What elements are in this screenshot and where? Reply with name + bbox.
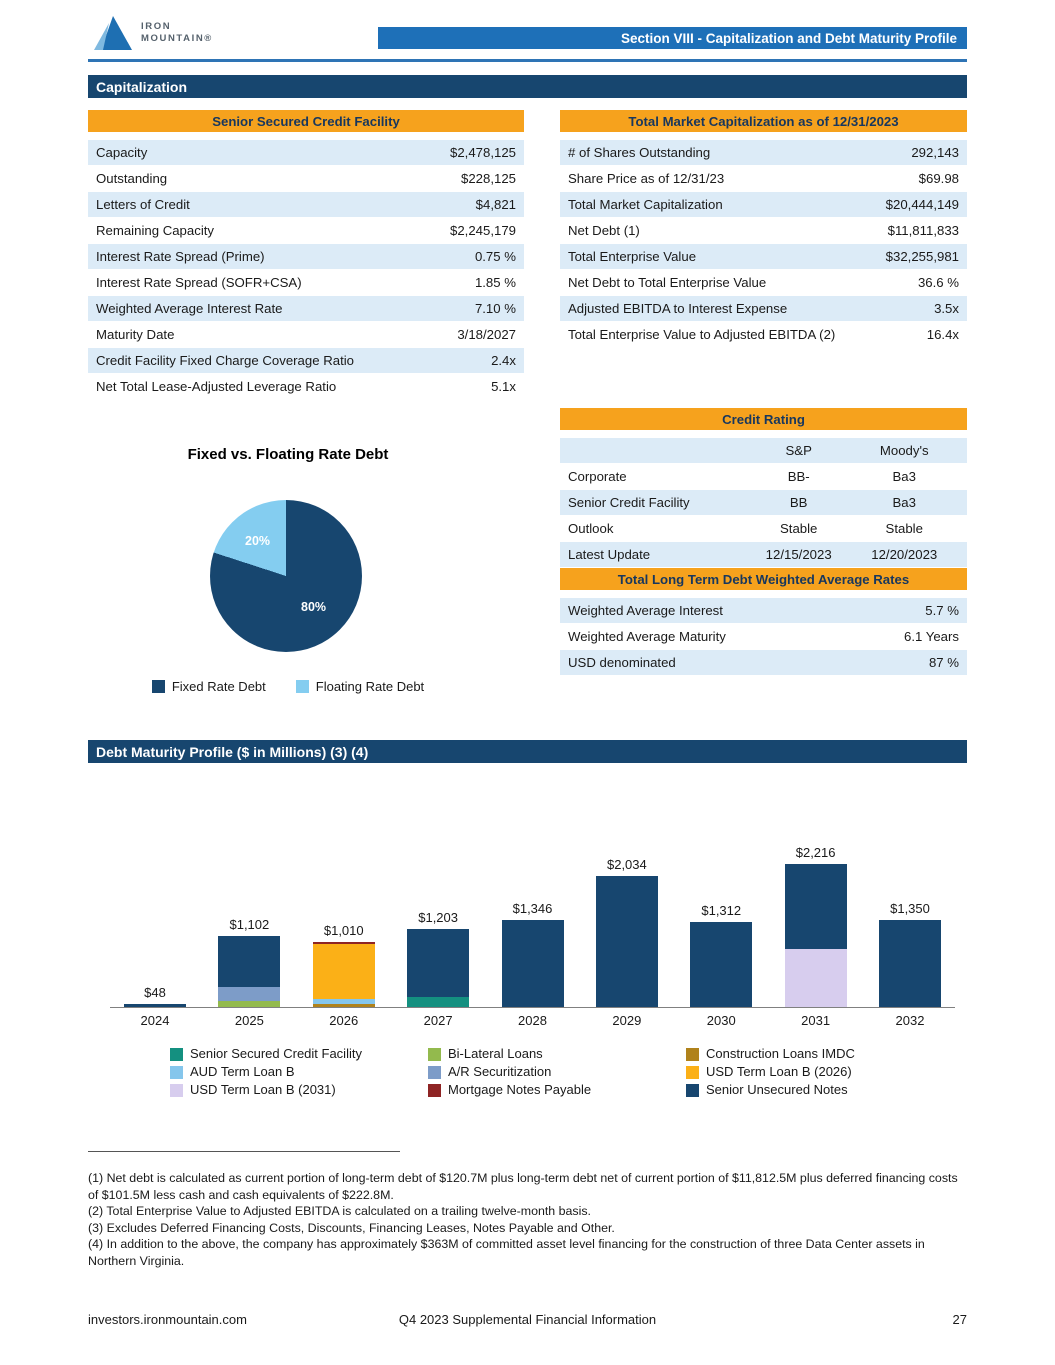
- fixed-vs-floating-pie-chart: [210, 500, 362, 652]
- table-row: [560, 542, 967, 568]
- credit-rating-table: [560, 408, 967, 568]
- bar-2029: [596, 857, 658, 1007]
- bar-value-label: $1,203: [418, 910, 458, 926]
- table-row: [560, 270, 967, 296]
- x-axis-label: 2024: [140, 1013, 170, 1028]
- bar-segment: [690, 922, 752, 1007]
- legend-swatch: [170, 1048, 183, 1061]
- section-banner: Section VIII - Capitalization and Debt Maturity Profile: [378, 27, 967, 49]
- bar-value-label: $1,350: [890, 900, 930, 916]
- row-value: $228,125: [460, 171, 516, 186]
- legend-label: Bi-Lateral Loans: [448, 1046, 543, 1061]
- x-axis-label: 2029: [612, 1013, 642, 1028]
- row-label: Outlook: [568, 521, 614, 536]
- bar-value-label: $1,010: [323, 922, 364, 938]
- row-value: $11,811,833: [887, 223, 959, 238]
- legend-column: [686, 1047, 944, 1098]
- senior-secured-credit-facility-table: [88, 110, 524, 400]
- legend-label: Senior Unsecured Notes: [706, 1081, 848, 1097]
- legend-item: [686, 1065, 944, 1080]
- rating-moodys-value: Ba3: [892, 469, 916, 484]
- rating-moodys-value: Ba3: [892, 495, 916, 510]
- x-axis-label: 2025: [234, 1013, 264, 1028]
- footer-investor-link[interactable]: investors.ironmountain.com: [88, 1312, 247, 1327]
- legend-label: USD Term Loan B (2026): [706, 1063, 852, 1079]
- bar-segment: [785, 949, 847, 1007]
- row-value: 5.1x: [491, 379, 516, 394]
- mountain-triangle-icon: [93, 14, 133, 52]
- bar-stack: [313, 942, 375, 1007]
- footnote-2: (2) Total Enterprise Value to Adjusted EBITDA is calculated on a trailing twelve-month basis.: [88, 1204, 591, 1219]
- table-row: [560, 192, 967, 218]
- x-axis-label: 2031: [801, 1013, 831, 1028]
- bar-segment: [502, 920, 564, 1007]
- row-value: 1.85 %: [474, 275, 516, 290]
- lt-debt-rates-table-body: [560, 598, 967, 676]
- bar-segment: [407, 929, 469, 997]
- legend-item: [428, 1083, 686, 1098]
- bar-chart-legend: [170, 1047, 944, 1098]
- row-label: Outstanding: [96, 171, 168, 186]
- rating-col-sp: S&P: [785, 443, 812, 458]
- footnote-4: (4) In addition to the above, the company has approximately $363M of committed asset level financing for the construction of three Data Center assets in Northern Virginia.: [88, 1237, 925, 1269]
- bar-segment: [218, 1001, 280, 1007]
- legend-item: [428, 1065, 686, 1080]
- row-value: 292,143: [911, 145, 959, 160]
- row-label: Net Debt (1): [568, 223, 640, 238]
- row-value: $20,444,149: [885, 197, 959, 212]
- row-label: Total Enterprise Value to Adjusted EBITDA (2): [568, 327, 836, 342]
- legend-swatch: [686, 1066, 699, 1079]
- table-row: [560, 516, 967, 542]
- row-value: 16.4x: [926, 327, 959, 342]
- bar-stack: [879, 920, 941, 1007]
- legend-item: [170, 1065, 428, 1080]
- bar-2027: [407, 910, 469, 1007]
- legend-swatch: [686, 1048, 699, 1061]
- row-label: USD denominated: [568, 655, 676, 670]
- row-value: 6.1 Years: [904, 629, 959, 644]
- legend-label: Mortgage Notes Payable: [448, 1081, 592, 1097]
- credit-facility-table-body: [88, 140, 524, 400]
- row-label: Net Total Lease-Adjusted Leverage Ratio: [96, 379, 337, 394]
- row-label: Weighted Average Maturity: [568, 629, 726, 644]
- bar-chart-x-axis: [110, 1013, 955, 1028]
- bar-value-label: $2,034: [606, 856, 647, 872]
- bar-value-label: $48: [144, 984, 166, 1000]
- legend-item: [152, 679, 266, 694]
- row-label: Net Debt to Total Enterprise Value: [568, 275, 767, 290]
- pie-chart-title: Fixed vs. Floating Rate Debt: [187, 446, 389, 463]
- x-axis-label: 2032: [895, 1013, 925, 1028]
- credit-facility-table-title: Senior Secured Credit Facility: [88, 110, 524, 132]
- bar-2025: [218, 917, 280, 1007]
- table-row: [560, 296, 967, 322]
- table-row: [88, 322, 524, 348]
- rating-sp-value: BB-: [787, 469, 810, 484]
- legend-swatch: [170, 1084, 183, 1097]
- row-value: 3/18/2027: [457, 327, 516, 342]
- bar-2032: [879, 901, 941, 1007]
- bar-stack: [596, 876, 658, 1007]
- table-row: [88, 166, 524, 192]
- legend-column: [170, 1047, 428, 1098]
- legend-item: [170, 1047, 428, 1062]
- bar-stack: [124, 1004, 186, 1007]
- table-row: [88, 374, 524, 400]
- table-row: [560, 140, 967, 166]
- header-divider: [88, 59, 967, 62]
- table-row: [88, 348, 524, 374]
- table-row: [560, 322, 967, 348]
- row-value: 7.10 %: [474, 301, 516, 316]
- bar-2024: [124, 985, 186, 1007]
- table-row: [88, 270, 524, 296]
- table-row: [560, 464, 967, 490]
- credit-rating-table-title: Credit Rating: [560, 408, 967, 430]
- row-label: Interest Rate Spread (SOFR+CSA): [96, 275, 302, 290]
- legend-label: Fixed Rate Debt: [171, 679, 266, 694]
- row-label: Letters of Credit: [96, 197, 190, 212]
- logo-wordmark: [141, 21, 213, 46]
- bar-segment: [218, 987, 280, 1001]
- table-row: [560, 166, 967, 192]
- pie-slice-label-floating: 20%: [245, 534, 271, 548]
- debt-maturity-section-header: Debt Maturity Profile ($ in Millions) (3) (4): [88, 740, 967, 763]
- table-row: [88, 244, 524, 270]
- bar-segment: [407, 997, 469, 1007]
- rating-column-headers: [560, 438, 967, 464]
- row-value: 5.7 %: [925, 603, 959, 618]
- table-row: [560, 624, 967, 650]
- x-axis-label: 2028: [518, 1013, 547, 1028]
- bar-chart-plot-area: [110, 830, 955, 1008]
- table-row: [560, 598, 967, 624]
- row-label: Corporate: [568, 469, 627, 484]
- table-row: [560, 244, 967, 270]
- rating-sp-value: Stable: [779, 521, 818, 536]
- row-label: Share Price as of 12/31/23: [568, 171, 725, 186]
- bar-segment: [879, 920, 941, 1007]
- table-row: [88, 192, 524, 218]
- iron-mountain-logo: [93, 14, 213, 52]
- pie-chart-legend: [88, 679, 488, 694]
- x-axis-label: 2027: [423, 1013, 453, 1028]
- legend-item: [686, 1083, 944, 1098]
- bar-segment: [218, 936, 280, 987]
- table-row: [88, 296, 524, 322]
- rating-moodys-value: 12/20/2023: [871, 547, 938, 562]
- table-row: [560, 218, 967, 244]
- total-market-capitalization-table: [560, 110, 967, 348]
- row-value: $4,821: [475, 197, 516, 212]
- row-label: Weighted Average Interest: [568, 603, 723, 618]
- table-row: [560, 490, 967, 516]
- bar-value-label: $1,346: [512, 901, 553, 917]
- legend-label: AUD Term Loan B: [190, 1063, 295, 1079]
- table-row: [88, 140, 524, 166]
- legend-swatch: [686, 1084, 699, 1097]
- legend-item: [428, 1047, 686, 1062]
- legend-label: USD Term Loan B (2031): [190, 1081, 336, 1097]
- logo-line1: IRON: [141, 20, 172, 32]
- bar-stack: [502, 920, 564, 1007]
- market-cap-table-title: Total Market Capitalization as of 12/31/2023: [560, 110, 967, 132]
- footnote-1: (1) Net debt is calculated as current portion of long-term debt of $120.7M plus long-term debt net of current portion of $11,812.5M plus deferred financing costs of $101.5M less cash and cash equivalents of $222.8M.: [88, 1171, 958, 1202]
- legend-swatch: [296, 680, 309, 693]
- x-axis-label: 2030: [706, 1013, 736, 1028]
- row-label: # of Shares Outstanding: [568, 145, 711, 160]
- table-row: [560, 650, 967, 676]
- row-value: $2,245,179: [449, 223, 516, 238]
- legend-item: [686, 1047, 944, 1062]
- page-footer: [88, 1312, 967, 1327]
- legend-swatch: [428, 1066, 441, 1079]
- row-value: $2,478,125: [449, 145, 516, 160]
- rating-col-moodys: Moody's: [879, 443, 929, 458]
- row-label: Total Enterprise Value: [568, 249, 697, 264]
- row-value: 0.75 %: [474, 249, 516, 264]
- row-value: 2.4x: [491, 353, 516, 368]
- legend-label: A/R Securitization: [448, 1063, 552, 1079]
- bar-stack: [407, 929, 469, 1007]
- footnote-divider: [88, 1151, 400, 1152]
- row-label: Credit Facility Fixed Charge Coverage Ratio: [96, 353, 354, 368]
- bar-stack: [218, 936, 280, 1007]
- bar-2030: [690, 903, 752, 1007]
- bar-stack: [785, 864, 847, 1007]
- bar-stack: [690, 922, 752, 1007]
- footnotes: [88, 1170, 964, 1270]
- row-label: Total Market Capitalization: [568, 197, 723, 212]
- legend-label: Senior Secured Credit Facility: [190, 1046, 362, 1061]
- row-label: Maturity Date: [96, 327, 175, 342]
- legend-swatch: [152, 680, 165, 693]
- row-label: Remaining Capacity: [96, 223, 215, 238]
- legend-column: [428, 1047, 686, 1098]
- bar-2026: [313, 923, 375, 1007]
- footer-page-number: 27: [952, 1312, 967, 1327]
- capitalization-section-header: Capitalization: [88, 75, 967, 98]
- footer-document-title: Q4 2023 Supplemental Financial Information: [398, 1312, 657, 1327]
- table-row: [88, 218, 524, 244]
- bar-segment: [124, 1004, 186, 1007]
- row-value: $32,255,981: [885, 249, 959, 264]
- legend-item: [170, 1083, 428, 1098]
- rating-sp-value: 12/15/2023: [765, 547, 832, 562]
- pie-slice-label-fixed: 80%: [301, 600, 327, 614]
- row-label: Senior Credit Facility: [568, 495, 690, 510]
- bar-2028: [502, 901, 564, 1007]
- bar-segment: [596, 876, 658, 1007]
- row-label: Interest Rate Spread (Prime): [96, 249, 265, 264]
- bar-segment: [313, 944, 375, 999]
- bar-value-label: $1,312: [701, 903, 742, 919]
- bar-value-label: $2,216: [795, 845, 836, 861]
- footnote-3: (3) Excludes Deferred Financing Costs, Discounts, Financing Leases, Notes Payable and Other.: [88, 1220, 615, 1235]
- bar-segment: [313, 1004, 375, 1007]
- legend-label: Construction Loans IMDC: [706, 1046, 855, 1061]
- legend-swatch: [170, 1066, 183, 1079]
- row-label: Weighted Average Interest Rate: [96, 301, 283, 316]
- bar-2031: [785, 845, 847, 1007]
- legend-item: [296, 679, 424, 694]
- long-term-debt-rates-table: [560, 568, 967, 676]
- credit-rating-table-body: [560, 438, 967, 568]
- rating-sp-value: BB: [789, 495, 808, 510]
- market-cap-table-body: [560, 140, 967, 348]
- row-value: 3.5x: [934, 301, 959, 316]
- bar-segment: [785, 864, 847, 949]
- debt-maturity-bar-chart: [110, 830, 955, 1028]
- rating-moodys-value: Stable: [885, 521, 923, 536]
- row-label: Capacity: [96, 145, 148, 160]
- row-label: Latest Update: [568, 547, 651, 562]
- lt-debt-rates-table-title: Total Long Term Debt Weighted Average Rates: [560, 568, 967, 590]
- row-value: 87 %: [928, 655, 959, 670]
- row-value: 36.6 %: [917, 275, 959, 290]
- legend-label: Floating Rate Debt: [315, 679, 425, 694]
- x-axis-label: 2026: [329, 1013, 359, 1028]
- legend-swatch: [428, 1084, 441, 1097]
- row-value: $69.98: [918, 171, 959, 186]
- logo-line2: MOUNTAIN®: [141, 33, 213, 44]
- legend-swatch: [428, 1048, 441, 1061]
- row-label: Adjusted EBITDA to Interest Expense: [568, 301, 788, 316]
- bar-value-label: $1,102: [229, 916, 270, 932]
